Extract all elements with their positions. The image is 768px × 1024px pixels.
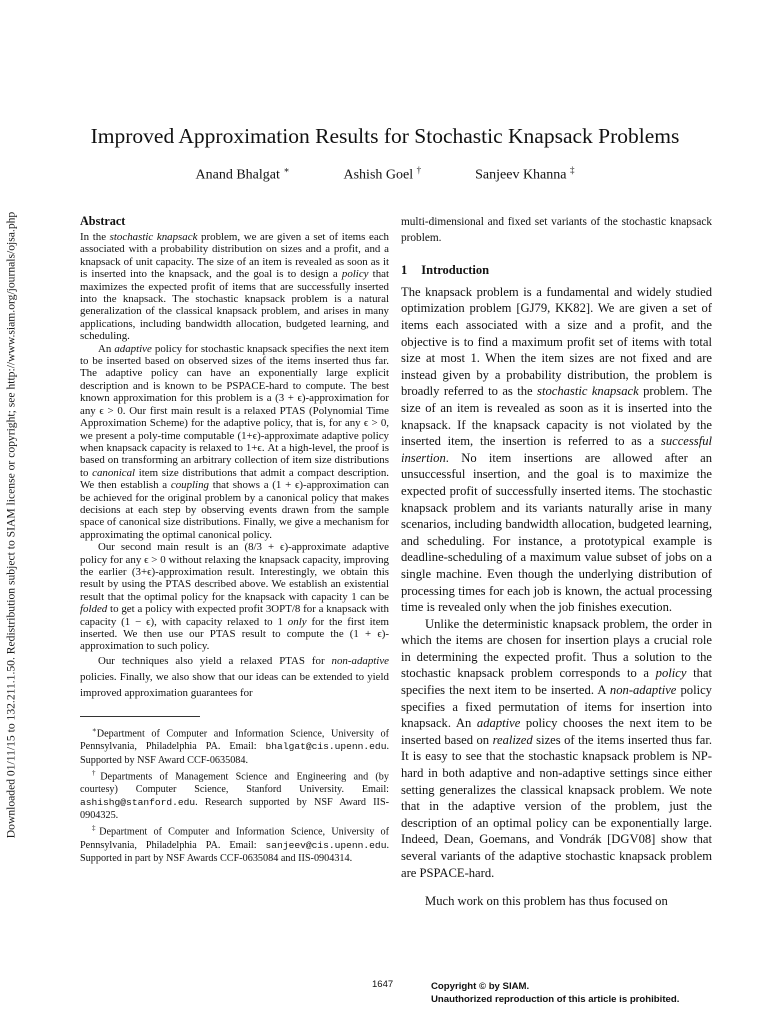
footnote: ‡Department of Computer and Information Science, University of Pennsylvania, Philadelphia PA. Email: sanjeev@cis.upenn.edu. Supported in part by NSF Awards CCF-0635084 and IIS-0904314. xyxy=(80,824,390,865)
author: Ashish Goel † xyxy=(343,165,422,183)
section-title: Introduction xyxy=(421,262,490,277)
abstract-paragraph: Our second main result is an (8/3 + ϵ)-approximate adaptive policy for any ϵ > 0 without relaxing the knapsack capacity, improving the earlier (3+ϵ)-approximation result. Interestingly, we obtain this result by using the PTAS described above. We establish an existential result that the optimal policy for the knapsack with capacity 1 can be folded to get a policy with expected profit 3OPT/8 for a knapsack with capacity (1 − ϵ), with capacity relaxed to 1 only for the first item inserted. We then use our PTAS result to compute the (1 + ϵ)-approximation to such policy. xyxy=(80,541,389,653)
abstract-heading: Abstract xyxy=(80,214,126,228)
abstract-paragraph: Our techniques also yield a relaxed PTAS for non-adaptive policies. Finally, we also show that our ideas can be extended to yield improved approximation guarantees for xyxy=(80,654,389,699)
author-footnote-mark: ‡ xyxy=(569,165,575,175)
abstract-continuation: multi-dimensional and fixed set variants of the stochastic knapsack problem. xyxy=(401,216,712,245)
intro-paragraph: Much work on this problem has thus focused on xyxy=(425,894,668,909)
right-column xyxy=(401,214,712,910)
copyright-line: Copyright © by SIAM. xyxy=(431,981,530,992)
author-footnote-mark: † xyxy=(416,165,422,175)
author-footnote-mark: ∗ xyxy=(283,165,290,175)
email-address: ashishg@stanford.edu xyxy=(80,797,196,809)
abstract-paragraph: In the stochastic knapsack problem, we are given a set of items each associated with a probability distribution on sizes and a profit, and a knapsack of unit capacity. The size of an item is revealed as soon as it is inserted into the knapsack, and the goal is to design a policy that maximizes the expected profit of items that are successfully inserted into the knapsack. The stochastic knapsack problem is a natural generalization of the classical knapsack problem, and arises in many applications, including bandwidth allocation, budgeted learning, and scheduling. xyxy=(80,231,390,343)
author-list xyxy=(40,165,730,184)
reproduction-notice: Unauthorized reproduction of this article is prohibited. xyxy=(431,993,680,1005)
footnotes xyxy=(80,724,389,865)
abstract-paragraph: An adaptive policy for stochastic knapsack specifies the next item to be inserted based on observed sizes of the items inserted thus far. The adaptive policy can have an exponentially large explicit description and is known to be PSPACE-hard to compute. The best known approximation for this problem is a (3 + ϵ)-approximation for any ϵ > 0. Our first main result is a relaxed PTAS (Polynomial Time Approximation Scheme) for the adaptive policy, that is, for any ϵ > 0, we present a poly-time computable (1+ϵ)-approximate adaptive policy when knapsack capacity is relaxed to 1+ϵ. At a high-level, the proof is based on transforming an arbitrary collection of item size distributions to canonical item size distributions that admit a compact description. We then establish a coupling that shows a (1 + ϵ)-approximation can be achieved for the original problem by a canonical policy that makes decisions at each step by observing events drawn from the sample space of canonical size distributions. Finally, we give a mechanism for approximating the optimal canonical policy. xyxy=(80,342,389,541)
left-column xyxy=(80,214,389,701)
copyright-notice xyxy=(431,981,679,1006)
email-address: sanjeev@cis.upenn.edu xyxy=(265,839,387,851)
footnote: ∗Department of Computer and Information Science, University of Pennsylvania, Philadelphia PA. Email: bhalgat@cis.upenn.edu. Supported by NSF Award CCF-0635084. xyxy=(80,726,389,766)
section-number: 1 xyxy=(401,262,408,277)
paper-title: Improved Approximation Results for Stochastic Knapsack Problems xyxy=(90,124,680,148)
email-address: bhalgat@cis.upenn.edu xyxy=(265,741,387,753)
footnote: †Departments of Management Science and Engineering and (by courtesy) Computer Science, Stanford University. Email: ashishg@stanford.edu. Research supported by NSF Award IIS-0904325. xyxy=(80,768,389,822)
footnote-rule xyxy=(80,716,200,717)
download-sidebar xyxy=(2,180,20,870)
section-heading xyxy=(401,263,712,278)
author: Sanjeev Khanna ‡ xyxy=(475,165,575,183)
author: Anand Bhalgat ∗ xyxy=(195,165,290,183)
page-number: 1647 xyxy=(372,979,394,990)
intro-paragraph: The knapsack problem is a fundamental and widely studied optimization problem [GJ79, KK82]. We are given a set of items each associated with a size and a profit, and the objective is to find a maximum profit set of items with total size at most 1. When the item sizes are not fixed and are instead given by a probability distribution, the problem is broadly referred to as the stochastic knapsack problem. The size of an item is revealed as soon as it is inserted into the knapsack. If the knapsack capacity is not violated by the inserted item, the insertion is referred to as a successful insertion. No item insertions are allowed after an unsuccessful insertion, and the goal is to maximize the expected profit of successfully inserted items. The stochastic knapsack problem and its variants naturally arise in many scenarios, including bandwidth allocation, budgeted learning, and scheduling. For instance, a prototypical example is deadline-scheduling of a maximum value subset of jobs on a single machine. Even though the underlying distribution of processing times for each job is known, the actual processing time is revealed only when the job finishes execution. xyxy=(401,284,712,615)
download-notice: Downloaded 01/11/15 to 132.211.1.50. Redistribution subject to SIAM license or copyright; see http://www.siam.org/journals/ojsa.php xyxy=(4,211,18,839)
intro-paragraph: Unlike the deterministic knapsack problem, the order in which the items are chosen for insertion plays a crucial role in determining the expected profit. Thus a solution to the stochastic knapsack problem corresponds to a policy that specifies the next item to be inserted. A non-adaptive policy specifies a fixed permutation of items for insertion into knapsack. An adaptive policy chooses the next item to be inserted based on realized sizes of the items inserted thus far. It is easy to see that the stochastic knapsack problem is NP-hard in both adaptive and non-adaptive settings since either setting generalizes the classical knapsack problem. We note that in the adaptive version of the problem, just the description of an optimal policy can be exponentially large. Indeed, Dean, Goemans, and Vondrák [DGV08] show that several variants of the adaptive stochastic knapsack problem are PSPACE-hard. xyxy=(401,616,713,880)
